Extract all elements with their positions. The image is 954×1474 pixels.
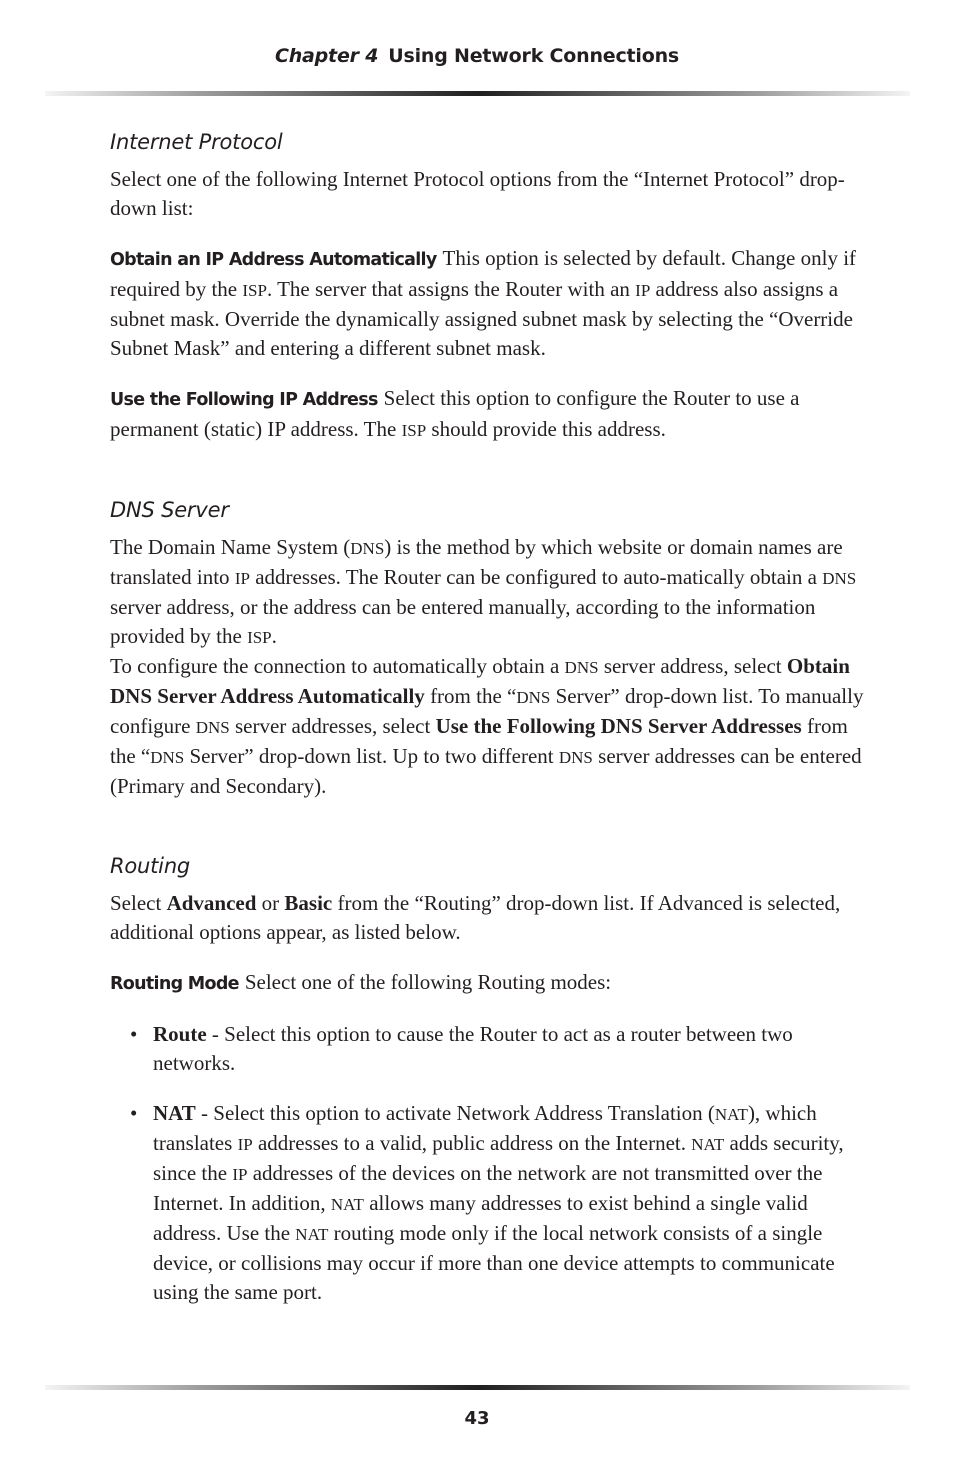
routing-intro [110, 889, 870, 947]
abbr-ip: IP [635, 281, 651, 300]
header-rule [45, 91, 910, 96]
text-segment: This option is selected by default. Change only if required by the [110, 246, 857, 301]
option-basic: Basic [284, 891, 333, 915]
internet-protocol-intro: Select one of the following Internet Protocol options from the “Internet Protocol” drop-down list: [110, 167, 845, 220]
text-segment: address also assigns a subnet mask. Override the dynamically assigned subnet mask by selecting the “Override Subnet Mask” and entering a different subnet mask. [110, 277, 853, 360]
text-segment: routing mode only if the local network consists of a single device, or collisions may occur if more than one device attempts to communicate using the same port. [153, 1221, 835, 1304]
abbr-dns: DNS [150, 748, 185, 767]
text-segment: server addresses, select [229, 714, 436, 738]
text-segment: ) is the method by which website or domain names are translated into [110, 535, 843, 589]
page-body [110, 127, 870, 1307]
text-segment: from the “ [424, 684, 517, 708]
text-segment: server addresses can be entered (Primary and Secondary). [110, 744, 862, 798]
abbr-ip: IP [237, 1135, 253, 1154]
abbr-isp: ISP [401, 421, 427, 440]
list-item-nat [110, 1099, 870, 1307]
text-segment: server address, select [598, 654, 787, 678]
term-route: Route [153, 1022, 207, 1046]
abbr-dns: DNS [564, 658, 599, 677]
text-segment: Select one of the following Routing modes: [244, 970, 612, 994]
obtain-ip-auto-paragraph [110, 244, 870, 363]
chapter-number: Chapter 4 [274, 45, 379, 67]
text-segment: Server” drop-down list. Up to two different [184, 744, 559, 768]
dns-paragraph-1 [110, 533, 870, 652]
abbr-dns: DNS [558, 748, 593, 767]
text-segment: Server” drop-down list. To manually configure [110, 684, 864, 738]
text-segment: . The server that assigns the Router with an [266, 277, 636, 301]
use-following-ip-paragraph [110, 384, 870, 445]
term-routing-mode: Routing Mode [110, 974, 239, 994]
routing-mode-paragraph [110, 968, 870, 999]
abbr-nat: NAT [691, 1135, 725, 1154]
bullet-glyph: • [130, 1101, 138, 1125]
text-segment: The Domain Name System ( [110, 535, 351, 559]
section-heading-internet-protocol: Internet Protocol [110, 130, 283, 154]
section-heading-routing: Routing [110, 854, 191, 878]
text-segment: allows many addresses to exist behind a single valid address. Use the [153, 1191, 808, 1245]
text-segment: ), which translates [153, 1101, 817, 1155]
abbr-dns: DNS [516, 688, 551, 707]
text-segment: addresses of the devices on the network are not transmitted over the Internet. In addition, [153, 1161, 823, 1215]
section-heading-dns-server: DNS Server [110, 498, 229, 522]
term-obtain-ip-auto: Obtain an IP Address Automatically [110, 250, 437, 270]
abbr-isp: ISP [242, 281, 267, 300]
text-segment: adds security, since the [153, 1131, 844, 1185]
text-segment: or [256, 891, 285, 915]
text-segment: . [271, 624, 277, 648]
abbr-ip: IP [232, 1165, 248, 1184]
footer-rule [45, 1385, 910, 1390]
text-segment: Select this option to configure the Router to use a permanent (static) IP address. The [110, 386, 800, 441]
text-segment: To configure the connection to automatically obtain a [110, 654, 565, 678]
option-use-following-dns: Use the Following DNS Server Addresses [435, 714, 802, 738]
text-segment: from the “Routing” drop-down list. If Advanced is selected, additional options appear, as listed below. [110, 891, 841, 944]
abbr-isp: ISP [247, 628, 272, 647]
abbr-dns: DNS [822, 569, 857, 588]
text-segment: - Select this option to activate Network Address Translation ( [195, 1101, 715, 1125]
routing-mode-list [110, 1020, 870, 1307]
list-item-route [110, 1020, 870, 1078]
abbr-dns: DNS [350, 539, 385, 558]
page-number: 43 [464, 1408, 490, 1429]
option-advanced: Advanced [166, 891, 257, 915]
abbr-ip: IP [234, 569, 250, 588]
bullet-glyph: • [130, 1022, 138, 1046]
text-segment: - Select this option to cause the Router to act as a router between two networks. [153, 1022, 793, 1075]
dns-paragraph-2 [110, 652, 870, 801]
chapter-title: Using Network Connections [388, 45, 680, 67]
abbr-nat: NAT [714, 1105, 748, 1124]
text-segment: should provide this address. [426, 417, 666, 441]
text-segment: Select [110, 891, 167, 915]
option-obtain-dns-auto: Obtain DNS Server Address Automatically [110, 654, 850, 708]
text-segment: addresses to a valid, public address on the Internet. [252, 1131, 692, 1155]
text-segment: server address, or the address can be entered manually, according to the information provided by the [110, 595, 816, 648]
running-header [0, 45, 954, 67]
term-use-following-ip: Use the Following IP Address [110, 390, 378, 410]
text-segment: from the “ [110, 714, 848, 768]
term-nat: NAT [153, 1101, 196, 1125]
abbr-nat: NAT [330, 1195, 364, 1214]
abbr-nat: NAT [295, 1225, 329, 1244]
abbr-dns: DNS [195, 718, 230, 737]
text-segment: addresses. The Router can be configured to auto-matically obtain a [249, 565, 823, 589]
